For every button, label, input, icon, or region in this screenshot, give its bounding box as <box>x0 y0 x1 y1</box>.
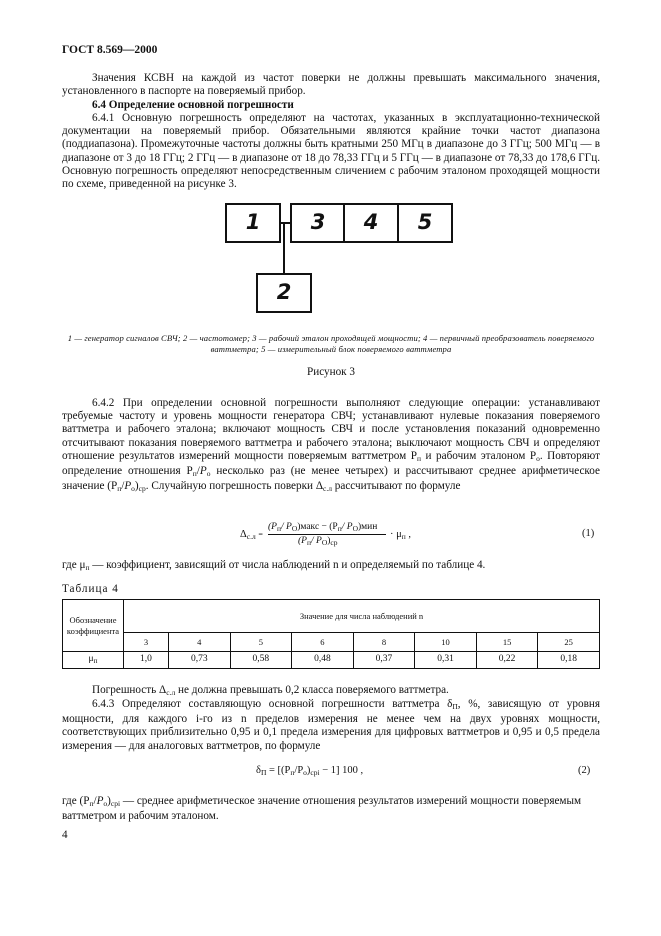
paragraph-643: 6.4.3 Определяют составляющую основной погрешности ваттметра $\delta_П$, %, зависящую от уровня мощности, для каждого i-го из n пределов измерения не менее чем на двух уровнях мощности, соответствующих приблизительно 0,95 и 0,1 предела измерения для цифровых ваттметров и 0,95 и 0,5 предела измерения — для аналоговых ваттметров, по формуле <box>62 698 600 752</box>
table-row-label: $\mu_п$ <box>63 652 124 669</box>
table-cell: 1,0 <box>124 652 169 669</box>
table-cell: 0,73 <box>168 652 230 669</box>
table-col: 6 <box>292 633 354 652</box>
sub-sl: с.л <box>323 484 332 494</box>
paragraph-ksvn: Значения КСВН на каждой из частот поверки не должны превышать максимального значения, установленного в паспорте на поверяемый прибор. <box>62 72 600 98</box>
sub-p: п <box>417 453 422 463</box>
sub-o: о <box>536 453 540 463</box>
table-title: Таблица 4 <box>62 583 119 595</box>
table-span-header: Значение для числа наблюдений n <box>124 600 600 633</box>
page-number: 4 <box>62 829 68 841</box>
table-4 <box>62 599 600 669</box>
table-cell: 0,18 <box>538 652 600 669</box>
formula-1-number: (1) <box>582 528 595 539</box>
sub-sr: ср <box>138 484 146 494</box>
table-col: 8 <box>353 633 415 652</box>
table-cell: 0,58 <box>230 652 292 669</box>
block-4: 4 <box>343 203 399 243</box>
table-col: 15 <box>476 633 538 652</box>
sub-o2: о <box>206 469 211 479</box>
table-corner: Обозначение коэффициента <box>63 600 124 652</box>
figure-caption: 1 — генератор сигналов СВЧ; 2 — частотомер; 3 — рабочий эталон проходящей мощности; 4 — первичный преобразователь поверяемого ваттметра; 5 — измерительный блок поверяемого ваттметра <box>67 333 595 354</box>
table-col: 3 <box>124 633 169 652</box>
block-2: 2 <box>256 273 312 313</box>
formula-1-numerator: ($P_п/$ $P_О)макс - (P_п/$ $P_О)мин$ <box>268 522 378 533</box>
figure-title: Рисунок 3 <box>306 366 356 378</box>
table-col: 10 <box>415 633 477 652</box>
paragraph-mu: где $\mu_п$ — коэффициент, зависящий от числа наблюдений n и определяемый по таблице 4. <box>62 559 486 572</box>
table-col: 5 <box>230 633 292 652</box>
block-1: 1 <box>225 203 281 243</box>
table-cell: 0,31 <box>415 652 477 669</box>
formula-1-denominator: ($P_п/$ $P_О)_{ср}$ <box>298 536 338 547</box>
block-3: 3 <box>290 203 346 243</box>
table-cell: 0,48 <box>292 652 354 669</box>
section-title: 6.4 Определение основной погрешности <box>92 99 294 111</box>
table-col: 4 <box>168 633 230 652</box>
sub-p2: п <box>192 469 197 479</box>
formula-2-number: (2) <box>578 765 591 776</box>
sub-o3: о <box>131 484 135 494</box>
table-row <box>63 652 600 669</box>
paragraph-pogreshnost: Погрешность $\Delta_{с.л}$ не должна превышать 0,2 класса поверяемого ваттметра. <box>92 684 449 697</box>
formula-2: $\delta_П = [(P_п/P_о)_{срi} - 1]$ 100 , (2) <box>256 765 591 777</box>
sub-p3: п <box>117 484 122 494</box>
paragraph-641: 6.4.1 Основную погрешность определяют на частотах, указанных в эксплуатационно-технической документации на поверяемый прибор. Обязательными являются крайние точки частот диапазона (поддиапазона). Промежуточные частоты должны быть кратными 250 МГц в диапазоне до 3 ГГц; 500 МГц — в диапазоне от 3 до 18 ГГц; 2 ГГц — в диапазоне от 18 до 78,33 ГГц и 5 ГГц — в диапазоне от 78,33 до 178,6 ГГц. Основную погрешность определяют непосредственным сличением с рабочим эталоном проходящей мощности по схеме, приведенной на рисунке 3. <box>62 112 600 191</box>
block-5: 5 <box>397 203 453 243</box>
table-col: 25 <box>538 633 600 652</box>
table-cell: 0,22 <box>476 652 538 669</box>
paragraph-642: 6.4.2 При определении основной погрешности выполняют следующие операции: устанавливают требуемые частоту и уровень мощности генератора СВЧ; устанавливают нулевые показания поверяемого ваттметра и рабочего эталона; включают мощность СВЧ и после установления показаний одновременно отсчитывают показания поверяемого ваттметра и рабочего эталона; выключают мощность СВЧ и определяют отношение результатов измерений мощности поверяемым ваттметром $P_п$ и рабочим эталоном $P_о$. Повторяют определение отношения $P_п/P_о$ несколько раз (не менее четырех) и рассчитывают среднее арифметическое значение $(P_п/P_о)_{ср}$. Случайную погрешность поверки $\Delta_{с.л}$ рассчитывают по формуле <box>62 397 600 494</box>
document-header: ГОСТ 8.569—2000 <box>62 44 158 56</box>
table-cell: 0,37 <box>353 652 415 669</box>
formula-1: $\Delta_{с.л}$ = ($P_п/$ $P_О)макс - (P_п/$ $P_О)мин$ ($P_п/$ $P_О)_{ср}$ · $\mu_п$ , (1) <box>240 521 600 549</box>
paragraph-where: где $(P_п/P_о)_{срi}$ — среднее арифметическое значение отношения результатов измерений мощности поверяемым ваттметром и рабочим эталоном. <box>62 795 582 823</box>
connector-to-2 <box>283 222 285 275</box>
